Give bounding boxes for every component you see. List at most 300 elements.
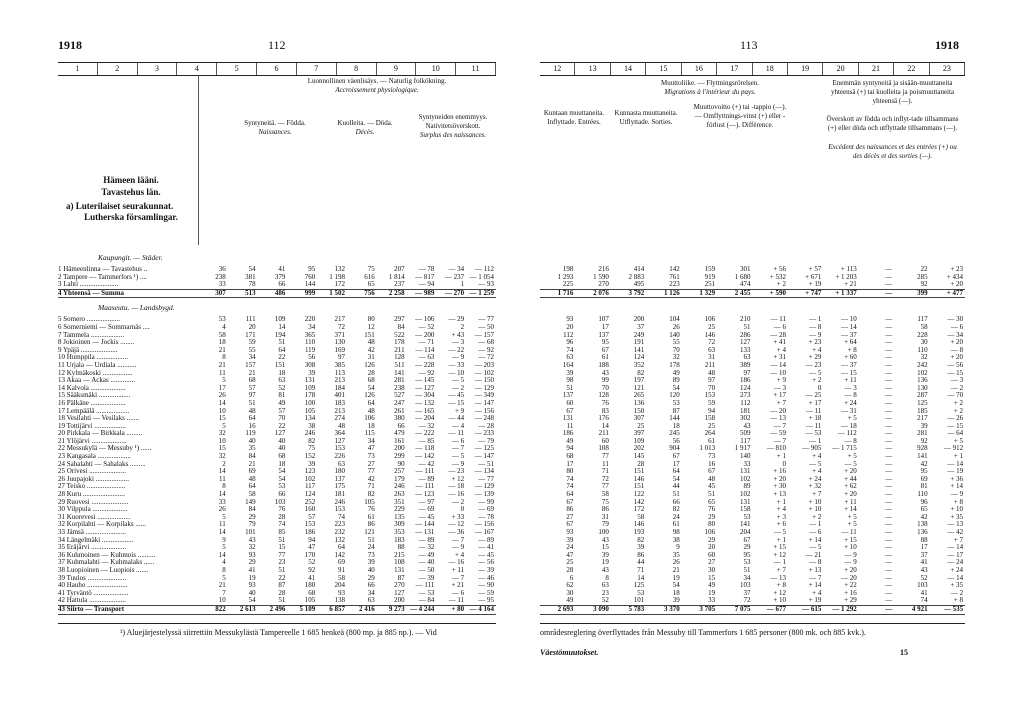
table-cell: — — [885, 273, 893, 281]
column-number: 12 — [540, 63, 575, 75]
deaths-header: Kuolleita. — Döda. — [337, 119, 393, 127]
table-cell: + 4 — [776, 346, 786, 354]
table-cell: 106 — [704, 529, 716, 536]
table-cell: 2 613 — [239, 605, 256, 613]
table-cell: — 102 — [474, 369, 494, 377]
table-cell: — 78 — [418, 266, 435, 273]
table-cell: — 11 — [841, 529, 857, 536]
table-cell: + 15 — [773, 544, 786, 552]
table-cell: 20 — [248, 323, 256, 331]
row-label: 30 Vilppula .................... — [58, 506, 128, 514]
table-cell: 2 416 — [359, 605, 375, 613]
table-row — [58, 377, 496, 385]
table-cell: 213 — [334, 377, 345, 385]
table-cell: — — [885, 605, 893, 613]
table-cell: 4 921 — [911, 605, 928, 613]
table-row — [58, 408, 496, 416]
table-cell: 39 — [308, 460, 316, 468]
table-cell: 39 — [637, 544, 645, 552]
excess-header-sv: Överskott av födda och inflyt-tade tillsammans (+) eller döda och utflyttade tillsammans (—). — [826, 115, 959, 132]
table-cell: — — [885, 323, 893, 331]
table-cell: 200 — [633, 316, 645, 324]
table-cell: 31 — [367, 354, 375, 362]
table-cell: — 92 — [478, 346, 494, 354]
table-row — [58, 385, 496, 393]
table-cell: 72 — [601, 475, 609, 483]
table-cell: 95 — [601, 339, 609, 347]
table-cell: 904 — [669, 445, 680, 453]
table-cell: — 15 — [947, 369, 964, 377]
table-cell: — 10 — [448, 369, 465, 377]
table-cell: — 1 — [809, 316, 822, 324]
table-cell: 142 — [669, 266, 680, 273]
table-row — [540, 521, 965, 529]
table-cell: — 3 — [773, 384, 786, 392]
table-row — [58, 316, 496, 324]
row-label: 41 Tyrväntö .................... — [58, 589, 129, 597]
table-cell: 8 — [605, 574, 609, 582]
column-number: 21 — [859, 63, 894, 75]
table-cell: 761 — [669, 273, 680, 281]
row-label: 29 Ruovesi ..................... — [58, 498, 129, 506]
table-cell: 34 — [367, 437, 375, 445]
table-row — [58, 491, 496, 499]
table-row — [540, 377, 965, 385]
table-cell: 251 — [704, 281, 716, 289]
footer-title: Väestömuutokset. — [540, 648, 599, 657]
table-cell: — 1 715 — [832, 445, 857, 453]
left-year: 1918 — [58, 38, 82, 52]
table-cell: — 14 — [770, 361, 786, 369]
table-cell: — 59 — [770, 430, 786, 438]
table-cell: 136 — [917, 377, 928, 385]
table-cell: 51 — [367, 536, 375, 544]
table-cell: + 590 — [769, 289, 786, 297]
table-cell: — 6 — [451, 437, 465, 445]
table-cell: — 349 — [474, 392, 494, 400]
table-cell: — 64 — [947, 430, 964, 438]
table-cell: 32 — [248, 544, 256, 552]
row-label: 33 Jämsä ....................... — [58, 529, 126, 536]
column-number: 11 — [456, 63, 496, 75]
table-cell: — 13 — [770, 574, 786, 582]
table-cell: 93 — [566, 316, 574, 324]
table-cell: — — [885, 536, 893, 544]
table-cell: 246 — [304, 430, 316, 438]
table-cell: 110 — [917, 346, 928, 354]
table-cell: + 12 — [773, 589, 786, 597]
table-row — [58, 567, 496, 575]
left-page-number: 112 — [268, 38, 286, 52]
table-row — [58, 461, 496, 469]
table-cell: 69 — [920, 475, 928, 483]
table-cell: 242 — [917, 361, 928, 369]
table-cell: 93 — [248, 582, 256, 590]
table-cell: 11 — [219, 369, 226, 377]
table-cell: — 20 — [770, 407, 786, 415]
table-row — [58, 552, 496, 560]
table-cell: 371 — [334, 331, 345, 339]
table-cell: 171 — [245, 331, 256, 339]
table-cell: 616 — [364, 273, 375, 281]
table-cell: 527 — [394, 392, 405, 400]
table-cell: — — [885, 339, 893, 347]
row-label: 19 Tottijärvi .................. — [58, 422, 126, 430]
births-header: Syntyneitä. — Födda. — [244, 119, 306, 127]
table-cell: 80 — [708, 521, 716, 529]
table-cell: — 129 — [474, 384, 494, 392]
table-cell: 67 — [566, 521, 574, 529]
table-cell: 198 — [562, 266, 574, 273]
table-cell: 65 — [920, 506, 928, 514]
table-cell: + 2 — [812, 377, 822, 385]
table-cell: 84 — [397, 323, 405, 331]
table-cell: 381 — [245, 273, 256, 281]
table-row — [58, 582, 496, 590]
table-cell: — 32 — [418, 544, 435, 552]
table-row — [540, 438, 965, 446]
table-cell: 127 — [334, 437, 345, 445]
table-cell: 59 — [248, 339, 256, 347]
table-cell: 67 — [601, 346, 609, 354]
table-cell: 14 — [218, 491, 226, 499]
table-cell: 1 293 — [557, 273, 574, 281]
table-cell: 79 — [601, 521, 609, 529]
table-cell: — 14 — [947, 574, 964, 582]
table-cell: 40 — [278, 445, 286, 453]
table-cell: 1 680 — [734, 273, 751, 281]
table-cell: — 70 — [947, 392, 964, 400]
table-cell: — 37 — [841, 361, 857, 369]
table-cell: 2 455 — [734, 289, 751, 297]
right-data-rows — [540, 251, 965, 615]
table-cell: 180 — [334, 468, 345, 476]
row-label: 2 Tampere — Tammerfors ¹) .... — [58, 273, 147, 281]
table-cell: + 1 203 — [835, 273, 857, 281]
table-cell: 108 — [598, 445, 609, 453]
table-row — [540, 289, 965, 299]
table-cell: 49 — [708, 582, 716, 590]
table-cell: — — [885, 430, 893, 438]
table-cell: 75 — [308, 445, 316, 453]
table-row — [58, 274, 496, 282]
excess-header-fr: Excédent des naissances et des entrées (+) ou des décès et des sorties (—). — [828, 143, 957, 160]
table-cell: 5 109 — [299, 605, 316, 613]
table-cell: + 11 — [451, 566, 465, 574]
table-cell: 24 — [367, 544, 375, 552]
table-cell: + 62 — [844, 483, 857, 491]
table-cell: 109 — [304, 384, 316, 392]
column-number: 7 — [297, 63, 337, 75]
table-cell: — 2 — [950, 589, 964, 597]
table-cell: 509 — [740, 430, 751, 438]
table-cell: 140 — [669, 331, 680, 339]
table-cell: 7 075 — [734, 605, 751, 613]
table-cell: 2 076 — [593, 289, 609, 297]
towns-section-title: Kaupungit. — Städer. — [98, 253, 163, 262]
table-cell: 176 — [598, 415, 609, 423]
table-cell: 3 792 — [628, 289, 645, 297]
table-row — [540, 529, 965, 537]
table-cell: 64 — [367, 399, 375, 407]
table-row — [540, 430, 965, 438]
table-row — [540, 370, 965, 378]
table-cell: + 32 — [808, 483, 822, 491]
table-cell: 164 — [562, 361, 574, 369]
parishes-title-sv: Lutherska församlingar. — [84, 212, 178, 222]
table-cell: — 270 — [444, 289, 465, 297]
table-row — [58, 483, 496, 491]
table-cell: — — [885, 453, 893, 461]
table-row — [58, 339, 496, 347]
table-cell: + 4 — [812, 589, 822, 597]
table-cell: 67 — [672, 453, 680, 461]
table-cell: — — [885, 582, 893, 590]
table-cell: 27 — [367, 460, 375, 468]
table-cell: + 8 — [776, 582, 786, 590]
table-row — [540, 281, 965, 289]
table-cell: 135 — [394, 513, 405, 521]
table-cell: 270 — [394, 582, 405, 590]
table-cell: 281 — [917, 430, 928, 438]
table-cell: — 139 — [474, 491, 494, 499]
table-cell: — 144 — [415, 521, 435, 529]
table-cell: 217 — [334, 316, 345, 324]
table-cell: 60 — [601, 437, 609, 445]
table-cell: 51 — [278, 566, 286, 574]
table-cell: 64 — [248, 483, 256, 491]
excess-header: Enemmän syntyneitä ja sisään-muuttaneita yhteensä (+) tai kuolleita ja poismuuttaneita yhteensä (—). — [830, 79, 955, 105]
table-cell: 200 — [394, 597, 405, 605]
row-label: 7 Tammela ................... — [58, 331, 125, 339]
table-cell: — 7 — [809, 574, 822, 582]
table-row — [540, 316, 965, 324]
table-cell: — 11 — [805, 422, 822, 430]
table-cell: — 92 — [418, 369, 435, 377]
table-cell: 31 — [601, 513, 609, 521]
row-label: 8 Jokioinen — Jockis ........ — [58, 339, 135, 347]
table-cell: — — [885, 392, 893, 400]
table-cell: 220 — [304, 316, 316, 324]
table-cell: + 41 — [773, 339, 786, 347]
table-cell: 153 — [334, 506, 345, 514]
table-cell: 63 — [743, 354, 751, 362]
table-row — [540, 499, 965, 507]
table-cell: — 10 — [841, 316, 857, 324]
table-cell: 72 — [708, 339, 716, 347]
table-cell: — 228 — [415, 361, 435, 369]
table-row — [58, 415, 496, 423]
table-cell: 34 — [308, 323, 316, 331]
column-number: 17 — [717, 63, 752, 75]
natural-increase-header: Luonnollinen väenlisäys. — Naturlig folkökning. — [307, 77, 447, 85]
left-page-table — [58, 62, 496, 624]
table-cell: 928 — [917, 445, 928, 453]
table-cell: 170 — [304, 551, 316, 559]
table-cell: — 1 — [809, 437, 822, 445]
table-cell: 131 — [394, 566, 405, 574]
table-row — [58, 453, 496, 461]
table-cell: 204 — [334, 582, 345, 590]
table-cell: 5 — [222, 513, 226, 521]
table-cell: 151 — [633, 483, 645, 491]
table-cell: 109 — [633, 437, 645, 445]
table-cell: 144 — [669, 415, 680, 423]
table-cell: 210 — [740, 316, 751, 324]
table-row — [540, 408, 965, 416]
table-cell: — 145 — [415, 377, 435, 385]
table-cell: 88 — [920, 536, 928, 544]
table-cell: 70 — [672, 346, 680, 354]
table-cell: 365 — [304, 331, 316, 339]
table-cell: + 1 — [776, 536, 786, 544]
table-cell: — — [885, 597, 893, 605]
table-cell: 39 — [566, 536, 574, 544]
table-cell: 186 — [562, 430, 574, 438]
table-cell: 61 — [672, 521, 680, 529]
table-cell: + 10 — [844, 544, 857, 552]
table-cell: 43 — [601, 536, 609, 544]
table-cell: + 10 — [773, 597, 786, 605]
table-cell: — 79 — [478, 437, 494, 445]
table-cell: 23 — [601, 589, 609, 597]
table-cell: 14 — [601, 422, 609, 430]
table-cell: 43 — [920, 566, 928, 574]
table-cell: 55 — [672, 339, 680, 347]
table-cell: 756 — [364, 289, 375, 297]
table-cell: 66 — [397, 422, 405, 430]
table-cell: — 56 — [947, 361, 964, 369]
table-cell: — 50 — [418, 566, 435, 574]
row-label: 10 Humppila .................. — [58, 354, 128, 362]
table-cell: — 77 — [478, 475, 494, 483]
table-cell: + 15 — [844, 536, 857, 544]
table-cell: 54 — [672, 475, 680, 483]
table-cell: — 150 — [474, 377, 494, 385]
table-cell: 9 273 — [388, 605, 405, 613]
table-cell: 48 — [248, 475, 256, 483]
table-cell: 47 — [566, 551, 574, 559]
table-cell: 1 013 — [699, 445, 716, 453]
row-label: 12 Kylmäkoski ................. — [58, 369, 133, 377]
natural-increase-header-fr: Accroissement physiologique. — [335, 86, 419, 94]
table-cell: 137 — [334, 475, 345, 483]
table-cell: 120 — [669, 392, 680, 400]
table-cell: 56 — [672, 437, 680, 445]
table-cell: — 28 — [770, 331, 786, 339]
table-cell: — 6 — [950, 323, 964, 331]
table-cell: 63 — [278, 377, 286, 385]
table-cell: — 677 — [766, 605, 786, 613]
table-cell: — 89 — [418, 536, 435, 544]
table-cell: 86 — [637, 551, 645, 559]
table-cell: 2 258 — [388, 289, 405, 297]
table-cell: — 56 — [478, 559, 494, 567]
table-cell: — 9 — [451, 460, 465, 468]
table-cell: 86 — [566, 506, 574, 514]
table-cell: 6 857 — [329, 605, 345, 613]
table-cell: 1 590 — [593, 273, 609, 281]
table-cell: 29 — [367, 574, 375, 582]
table-cell: 215 — [394, 551, 405, 559]
table-cell: 60 — [566, 399, 574, 407]
table-cell: — 22 — [448, 346, 465, 354]
table-cell: 389 — [740, 361, 751, 369]
table-cell: — 90 — [478, 582, 494, 590]
table-cell: + 20 — [773, 475, 786, 483]
table-cell: 73 — [367, 453, 375, 461]
table-cell: 35 — [248, 445, 256, 453]
table-cell: 21 — [248, 460, 256, 468]
table-cell: 128 — [394, 354, 405, 362]
table-cell: 69 — [248, 468, 256, 476]
table-cell: — 3 — [950, 377, 964, 385]
table-cell: 74 — [566, 346, 574, 354]
table-cell: 181 — [740, 407, 751, 415]
table-cell: — 165 — [415, 407, 435, 415]
table-cell: — 17 — [947, 551, 964, 559]
table-cell: 11 — [219, 475, 226, 483]
table-cell: 153 — [704, 392, 716, 400]
table-cell: 68 — [278, 453, 286, 461]
rural-rows — [58, 316, 496, 614]
table-cell: 71 — [637, 566, 645, 574]
table-cell: 126 — [364, 361, 375, 369]
table-cell: 51 — [278, 339, 286, 347]
table-cell: — 40 — [418, 559, 435, 567]
table-cell: — 63 — [418, 354, 435, 362]
table-cell: — 1 259 — [469, 289, 494, 297]
column-number: 10 — [416, 63, 456, 75]
table-cell: 58 — [920, 323, 928, 331]
table-cell: — — [885, 483, 893, 491]
table-cell: 68 — [248, 377, 256, 385]
table-cell: 145 — [633, 453, 645, 461]
table-cell: — 8 — [844, 437, 857, 445]
table-cell: + 12 — [773, 551, 786, 559]
table-cell: — 14 — [947, 460, 964, 468]
table-cell: 18 — [218, 339, 226, 347]
row-label: 43 Siirto — Transport — [58, 605, 125, 613]
table-cell: 94 — [708, 407, 716, 415]
table-cell: — — [885, 566, 893, 574]
table-cell: + 4 — [776, 506, 786, 514]
table-row — [58, 529, 496, 537]
table-cell: 74 — [278, 521, 286, 529]
table-row — [58, 468, 496, 476]
table-cell: + 16 — [844, 589, 857, 597]
row-label: 15 Sääksmäki .................. — [58, 392, 131, 400]
table-cell: 32 — [672, 354, 680, 362]
table-cell: 19 — [601, 559, 609, 567]
table-cell: + 7 — [953, 536, 964, 544]
table-cell: 232 — [334, 529, 345, 536]
table-cell: — 106 — [415, 316, 435, 324]
table-cell: 299 — [394, 453, 405, 461]
table-cell: 132 — [334, 536, 345, 544]
table-cell: — 129 — [474, 483, 494, 491]
table-cell: 37 — [743, 589, 751, 597]
table-row — [58, 590, 496, 598]
table-cell: 246 — [334, 498, 345, 506]
births-header-fr: Naissances. — [258, 128, 292, 136]
table-row — [540, 582, 965, 590]
table-cell: — 3 — [844, 384, 857, 392]
table-cell: 108 — [394, 559, 405, 567]
table-row — [540, 354, 965, 362]
table-cell: + 2 — [776, 281, 786, 289]
table-cell: 211 — [704, 361, 716, 369]
